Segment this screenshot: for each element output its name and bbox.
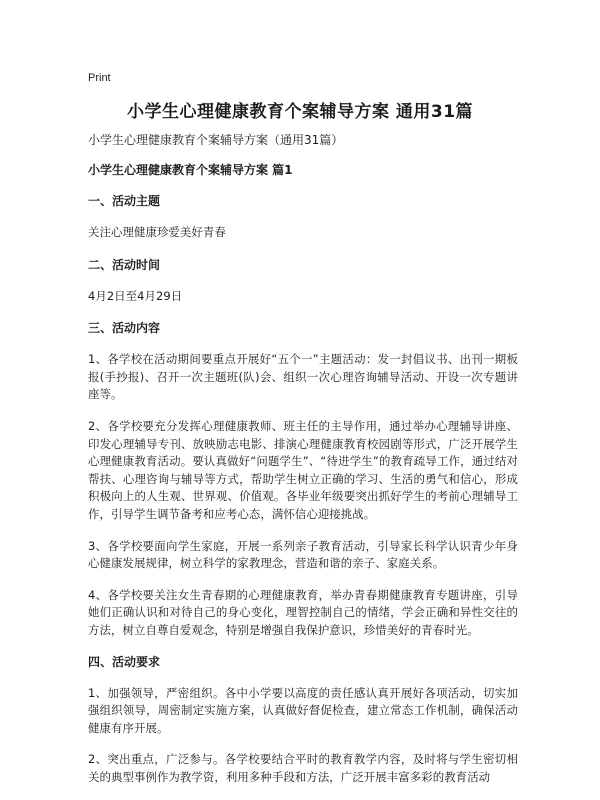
section-heading-content: 三、活动内容 [88,321,161,336]
paragraph: 3、各学校要面向学生家庭，开展一系列亲子教育活动，引导家长科学认识青少年身心健康发展规律，树立科学的家教理念，营造和谐的亲子、家庭关系。 [88,538,518,571]
paragraph: 2、各学校要充分发挥心理健康教师、班主任的主导作用，通过举办心理辅导讲座、印发心理辅导专刊、放映励志电影、排演心理健康教育校园剧等形式，广泛开展学生心理健康教育活动。要认真做好“问题学生”、“待进学生”的教育疏导工作，通过结对帮扶、心理咨询与辅导等方式，帮助学生树立正确的学习、生活的勇气和信心，形成积极向上的人生观、世界观、价值观。各毕业年级要突出抓好学生的考前心理辅导工作，引导学生调节备考和应考心态，满怀信心迎接挑战。 [88,418,518,521]
paragraph: 2、突出重点，广泛参与。各学校要结合平时的教育教学内容，及时将与学生密切相关的典型事例作为教学资，利用多种手段和方法，广泛开展丰富多彩的教育活动 [88,752,518,784]
document-body [88,132,518,800]
paragraph: 4月2日至4月29日 [88,288,183,303]
section-heading-time: 二、活动时间 [88,257,161,272]
document-subtitle: 小学生心理健康教育个案辅导方案（通用31篇） [88,133,344,147]
paragraph: 关注心理健康珍爱美好青春 [88,225,226,239]
section-heading-requirements: 四、活动要求 [88,654,161,669]
article-heading: 小学生心理健康教育个案辅导方案 篇1 [88,163,293,177]
paragraph: 4、各学校要关注女生青春期的心理健康教育，举办青春期健康教育专题讲座，引导她们正确认识和对待自己的身心变化，理智控制自己的情绪，学会正确和异性交往的方法，树立自尊自爱观念，特别是增强自我保护意识，珍惜美好的青春时光。 [88,587,518,637]
print-link[interactable]: Print [88,72,111,84]
document-title: 小学生心理健康教育个案辅导方案 通用31篇 [126,102,474,122]
paragraph: 1、加强领导，严密组织。各中小学要以高度的责任感认真开展好各项活动，切实加强组织领导，周密制定实施方案，认真做好督促检查，建立常态工作机制，确保活动健康有序开展。 [88,685,518,735]
paragraph: 1、各学校在活动期间要重点开展好“五个一”主题活动：发一封倡议书、出刊一期板报(手抄报)、召开一次主题班(队)会、组织一次心理咨询辅导活动、开设一次专题讲座等。 [88,352,518,402]
section-heading-theme: 一、活动主题 [88,194,161,208]
